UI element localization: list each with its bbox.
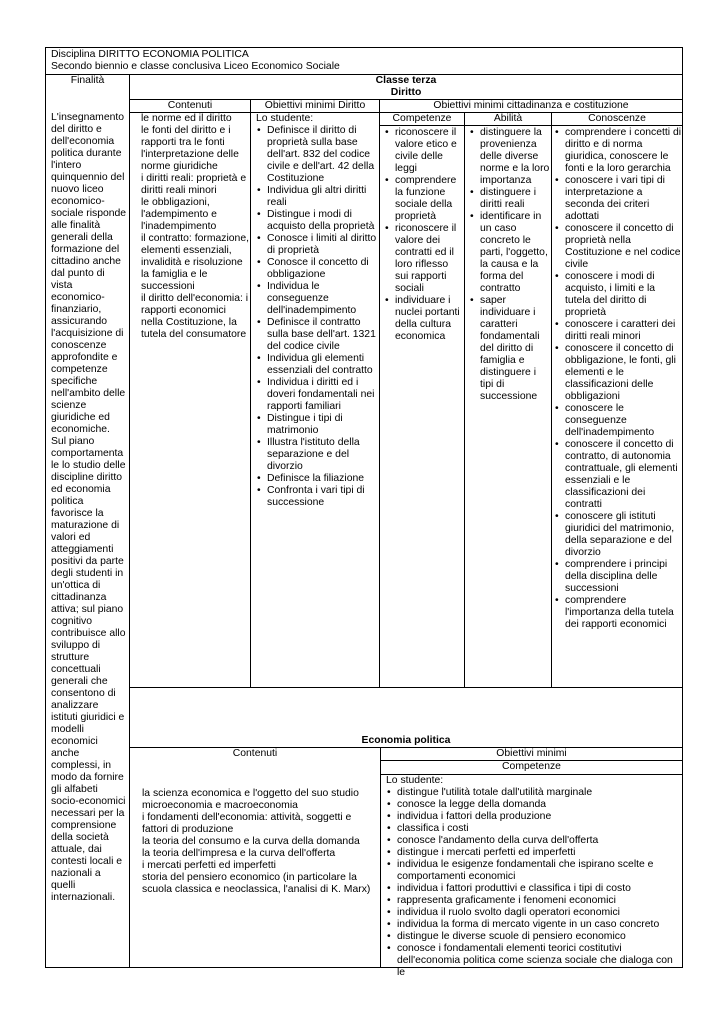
list-item: la famiglia e le successioni <box>141 269 208 292</box>
diritto-competenze-list <box>384 127 463 343</box>
document-table <box>45 47 683 978</box>
list-item: • comprendere i principi della disciplina delle successioni <box>554 559 682 595</box>
diritto-col-conoscenze: Conoscenze <box>588 113 646 124</box>
economia-contenuti-list <box>142 788 376 896</box>
diritto-contenuti-list <box>141 113 249 341</box>
list-item: storia del pensiero economico (in particolare la scuola classica e neoclassica, l'analisi di K. Marx) <box>142 872 371 895</box>
economia-title: Economia politica <box>361 735 451 746</box>
economia-obiettivi-list <box>386 787 682 979</box>
list-item: • individua le esigenze fondamentali che ispirano scelte e comportamenti economici <box>386 859 682 883</box>
diritto-conoscenze <box>554 127 682 631</box>
list-item: • individua i fattori produttivi e classifica i tipi di costo <box>386 883 682 895</box>
list-item: • conoscere il concetto di obbligazione, le fonti, gli elementi e le classificazioni delle obbligazioni <box>554 343 682 403</box>
list-item: • Conosce il concetto di obbligazione <box>256 257 378 281</box>
document-header <box>46 48 682 75</box>
list-item: • Individua gli elementi essenziali del contratto <box>256 353 378 377</box>
list-item: • Individua i diritti ed i doveri fondamentali nei rapporti familiari <box>256 377 378 413</box>
list-item: • distingue i mercati perfetti ed imperfetti <box>386 847 682 859</box>
list-item: • Definisce il contratto sulla base dell'art. 1321 del codice civile <box>256 317 378 353</box>
list-item: • distingue l'utilità totale dall'utilità marginale <box>386 787 682 799</box>
diritto-title: Diritto <box>390 87 422 98</box>
col-divider-1 <box>250 100 251 687</box>
list-item: • Distingue i tipi di matrimonio <box>256 413 378 437</box>
list-item: i diritti reali: proprietà e diritti reali minori <box>141 173 247 196</box>
col-divider-4 <box>551 113 552 687</box>
list-item: • conoscere i modi di acquisto, i limiti e la tutela del diritto di proprietà <box>554 271 682 319</box>
finalita-text: L'insegnamento del diritto e dell'economia politica durante l'intero quinquennio del nuovo liceo economico-sociale risponde alle finalità generali della formazione del cittadino anche dal punto di vista economico-finanziario, assicurando l'acquisizione di conoscenze approfondite e competenze specifiche nell'ambito delle scienze giuridiche ed economiche. Sul piano comportamenta le lo studio delle discipline diritto ed economia politica favorisce la maturazione di valori ed atteggiamenti positivi da parte degli studenti in un'ottica di cittadinanza attiva; sul piano cognitivo contribuisce allo sviluppo di strutture concettuali generali che consentono di analizzare istituti giuridici e modelli economici anche complessi, in modo da fornire gli alfabeti socio-economici necessari per la comprensione della società attuale, dai contesti locali e nazionali a quelli internazionali. <box>51 112 127 903</box>
list-item: la scienza economica e l'oggetto del suo studio <box>142 788 359 799</box>
economia-obiettivi-intro: Lo studente: <box>386 775 444 786</box>
diritto-competenze <box>384 127 463 343</box>
finalita-label: Finalità <box>70 75 105 86</box>
economia-col-competenze: Competenze <box>502 761 561 772</box>
list-item: le obbligazioni, l'adempimento e l'inadempimento <box>141 197 217 232</box>
list-item: i mercati perfetti ed imperfetti <box>142 860 276 871</box>
diritto-col-abilita: Abilità <box>493 113 523 124</box>
list-item: • classifica i costi <box>386 823 682 835</box>
diritto-col-competenze: Competenze <box>392 113 452 124</box>
list-item: • distingue le diverse scuole di pensiero economico <box>386 931 682 943</box>
list-item: • Confronta i vari tipi di successione <box>256 485 378 509</box>
list-item: • conoscere il concetto di contratto, di autonomia contrattuale, gli elementi essenziali e le classificazioni dei contratti <box>554 439 682 511</box>
list-item: • conosce la legge della domanda <box>386 799 682 811</box>
list-item: • saper individuare i caratteri fondamentali del diritto di famiglia e distinguere i tipi di successione <box>469 295 550 403</box>
list-item: microeconomia e macroeconomia <box>142 800 298 811</box>
list-item: le fonti del diritto e i rapporti tra le fonti <box>141 125 231 148</box>
diritto-conoscenze-list <box>554 127 682 631</box>
list-item: • individuare i nuclei portanti della cultura economica <box>384 295 463 343</box>
econ-col-divider <box>380 747 381 967</box>
list-item: • conoscere gli istituti giuridici del matrimonio, della separazione e del divorzio <box>554 511 682 559</box>
diritto-abilita-list <box>469 127 550 403</box>
list-item: • Definisce la filiazione <box>256 473 378 485</box>
list-item: • conoscere i caratteri dei diritti reali minori <box>554 319 682 343</box>
list-item: • rappresenta graficamente i fenomeni economici <box>386 895 682 907</box>
list-item: • Distingue i modi di acquisto della proprietà <box>256 209 378 233</box>
list-item: la teoria dell'impresa e la curva dell'offerta <box>142 848 336 859</box>
list-item: • Conosce i limiti al diritto di proprietà <box>256 233 378 257</box>
col-divider-3 <box>464 113 465 687</box>
subcol-divider <box>380 125 682 126</box>
list-item: • comprendere la funzione sociale della proprietà <box>384 175 463 223</box>
list-item: • Individua le conseguenze dell'inadempimento <box>256 281 378 317</box>
diritto-abilita <box>469 127 550 403</box>
list-item: la teoria del consumo e la curva della domanda <box>142 836 360 847</box>
list-item: • individua il ruolo svolto dagli operatori economici <box>386 907 682 919</box>
list-item: • distinguere i diritti reali <box>469 187 550 211</box>
economia-col-obiettivi: Obiettivi minimi <box>496 748 567 759</box>
list-item: il contratto: formazione, elementi essenziali, invalidità e risoluzione <box>141 233 249 268</box>
list-item: • conoscere i vari tipi di interpretazione a seconda dei criteri adottati <box>554 175 682 223</box>
list-item: l'interpretazione delle norme giuridiche <box>141 149 239 172</box>
course-subtitle: Secondo biennio e classe conclusiva Liceo Economico Sociale <box>51 61 340 72</box>
diritto-obiettivi <box>256 113 378 509</box>
list-item: • conosce i fondamentali elementi teorici costitutivi dell'economia politica come scienza sociale che dialoga con le <box>386 943 682 979</box>
diritto-obiettivi-intro: Lo studente: <box>256 113 314 124</box>
economia-col-contenuti: Contenuti <box>232 748 278 759</box>
list-item: • individua la forma di mercato vigente in un caso concreto <box>386 919 682 931</box>
list-item: • conoscere il concetto di proprietà nella Costituzione e nel codice civile <box>554 223 682 271</box>
list-item: • Individua gli altri diritti reali <box>256 185 378 209</box>
list-item: • comprendere l'importanza della tutela dei rapporti economici <box>554 595 682 631</box>
list-item: • riconoscere il valore dei contratti ed il loro riflesso sui rapporti sociali <box>384 223 463 295</box>
list-item: • Definisce il diritto di proprietà sulla base dell'art. 832 del codice civile e dell'art. 42 della Costituzione <box>256 125 378 185</box>
list-item: • individua i fattori della produzione <box>386 811 682 823</box>
list-item: • distinguere la provenienza delle diverse norme e la loro importanza <box>469 127 550 187</box>
list-item: • identificare in un caso concreto le parti, l'oggetto, la causa e la forma del contratto <box>469 211 550 295</box>
finalita-divider <box>129 75 130 967</box>
list-item: • comprendere i concetti di diritto e di norma giuridica, conoscere le fonti e la loro gerarchia <box>554 127 682 175</box>
list-item: • Illustra l'istituto della separazione e del divorzio <box>256 437 378 473</box>
list-item: • conosce l'andamento della curva dell'offerta <box>386 835 682 847</box>
diritto-end-divider <box>130 687 682 688</box>
classe-title: Classe terza <box>375 75 437 86</box>
list-item: il diritto dell'economia: i rapporti economici nella Costituzione, la tutela del consumatore <box>141 293 249 340</box>
diritto-contenuti <box>141 113 249 341</box>
list-item: le norme ed il diritto <box>141 113 232 124</box>
diritto-obiettivi-list <box>256 125 378 509</box>
list-item: • riconoscere il valore etico e civile delle leggi <box>384 127 463 175</box>
list-item: i fondamenti dell'economia: attività, soggetti e fattori di produzione <box>142 812 352 835</box>
col-divider-2 <box>379 100 380 687</box>
diritto-col-cittadinanza: Obiettivi minimi cittadinanza e costituzione <box>433 100 629 111</box>
list-item: • conoscere le conseguenze dell'inadempimento <box>554 403 682 439</box>
economia-contenuti <box>142 788 376 896</box>
discipline-title: Disciplina DIRITTO ECONOMIA POLITICA <box>51 49 249 60</box>
diritto-col-contenuti: Contenuti <box>167 100 213 111</box>
diritto-col-obiettivi: Obiettivi minimi Diritto <box>264 100 366 111</box>
economia-obiettivi <box>386 775 682 979</box>
